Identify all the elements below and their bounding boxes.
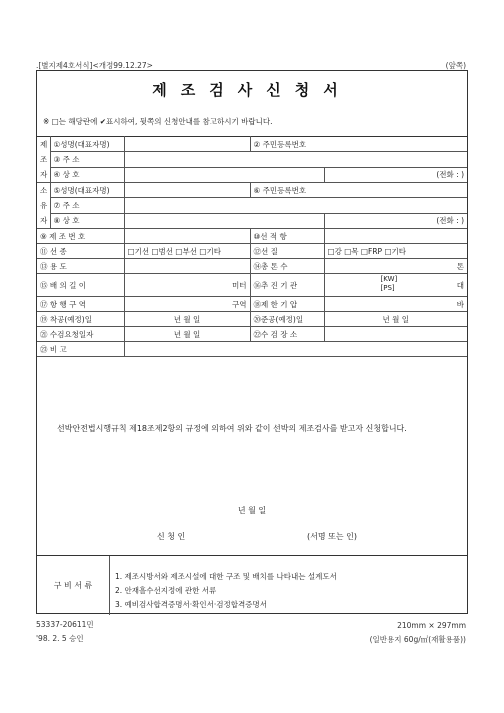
document-item: 3. 예비검사합격증명서·확인서·검정합격증명서 <box>115 600 267 609</box>
propulsion-field[interactable] <box>324 274 467 297</box>
form-header-left: .[별지제4호서식]<개정99.12.27> <box>36 61 153 70</box>
manufacturer-id-label[interactable]: ② 주민등록번호 <box>250 137 467 152</box>
start-date-label: ⑲ 착공(예정)일 <box>37 312 124 327</box>
purpose-label: ⑬ 용 도 <box>37 259 124 274</box>
paper-size: 210mm × 297mm <box>397 621 466 630</box>
manufacturer-name-label: ①성명(대표자명) <box>50 137 124 152</box>
navigation-area-unit[interactable]: 구역 <box>124 297 250 312</box>
gross-tonnage-label: ⑭총 톤 수 <box>250 259 324 274</box>
inspection-place-label: ㉒수 검 장 소 <box>250 327 324 342</box>
owner-trade-label: ⑧ 상 호 <box>50 213 124 228</box>
required-documents-list <box>115 570 337 612</box>
owner-section-label: 소 유 자 <box>37 183 50 229</box>
owner-address-label: ⑦ 주 소 <box>50 198 124 213</box>
owner-trade-field[interactable] <box>124 213 324 228</box>
form-table <box>37 136 467 357</box>
required-documents <box>37 555 467 615</box>
inspection-request-date-label: ㉑ 수검요청일자 <box>37 327 124 342</box>
approval-date: '98. 2. 5 승인 <box>36 634 84 643</box>
ship-type-options[interactable]: □기선 □범선 □부선 □기타 <box>124 244 250 259</box>
owner-id-label[interactable]: ⑥ 주민등록번호 <box>250 183 467 198</box>
manufacturer-phone-label[interactable]: (전화 : ) <box>324 167 467 182</box>
build-number-label: ⑨ 제 조 번 호 <box>37 229 124 244</box>
application-date[interactable]: 년 월 일 <box>237 506 267 515</box>
manufacturer-trade-label: ④ 상 호 <box>50 167 124 182</box>
form-title: 제조검사신청서 <box>152 81 352 99</box>
inspection-place-field[interactable] <box>324 327 467 342</box>
remarks-field[interactable] <box>124 342 467 357</box>
pressure-limit-label: ⑱제 한 기 압 <box>250 297 324 312</box>
form-note: ※ □는 해당란에 ✔표시하여, 뒷쪽의 신청안내를 참고하시기 바랍니다. <box>43 117 273 126</box>
form-header-right: (앞쪽) <box>445 61 466 70</box>
signature-label[interactable]: (서명 또는 인) <box>307 532 357 541</box>
inspection-request-date-field[interactable]: 년 월 일 <box>124 327 250 342</box>
start-date-field[interactable]: 년 월 일 <box>124 312 250 327</box>
applicant-label: 신 청 인 <box>157 532 186 541</box>
port-of-registry-field[interactable] <box>324 229 467 244</box>
completion-date-field[interactable]: 년 월 일 <box>324 312 467 327</box>
manufacturer-address-field[interactable] <box>124 152 467 167</box>
required-documents-label: 구 비 서 류 <box>37 556 110 615</box>
owner-name-field[interactable] <box>124 183 250 198</box>
owner-name-label: ⑤성명(대표자명) <box>50 183 124 198</box>
manufacturer-trade-field[interactable] <box>124 167 324 182</box>
owner-address-field[interactable] <box>124 198 467 213</box>
hull-material-label: ⑫선 질 <box>250 244 324 259</box>
port-of-registry-label: ⑩선 적 항 <box>250 229 324 244</box>
propulsion-count-unit: 대 <box>456 281 465 290</box>
pressure-limit-unit[interactable]: 바 <box>324 297 467 312</box>
manufacturer-address-label: ③ 주 소 <box>50 152 124 167</box>
completion-date-label: ⑳준공(예정)일 <box>250 312 324 327</box>
paper-spec: (일반용지 60g/㎡(재활용품)) <box>369 635 466 644</box>
build-number-field[interactable] <box>124 229 250 244</box>
document-item: 1. 제조시방서와 제조시설에 대한 구조 및 배치를 나타내는 설계도서 <box>115 572 337 581</box>
hull-material-options[interactable]: □강 □목 □FRP □기타 <box>324 244 467 259</box>
purpose-field[interactable] <box>124 259 250 274</box>
remarks-label: ㉓ 비 고 <box>37 342 124 357</box>
ship-type-label: ⑪ 선 종 <box>37 244 124 259</box>
propulsion-units: [KW] [PS] <box>380 275 398 292</box>
form-code: 53337-20611민 <box>36 620 94 629</box>
manufacturer-section-label: 제 조 자 <box>37 137 50 183</box>
navigation-area-label: ⑰ 항 행 구 역 <box>37 297 124 312</box>
ship-length-unit[interactable]: 미터 <box>124 274 250 297</box>
application-form <box>36 70 468 614</box>
gross-tonnage-unit[interactable]: 톤 <box>324 259 467 274</box>
manufacturer-name-field[interactable] <box>124 137 250 152</box>
document-item: 2. 안재흘수선지정에 관한 서류 <box>115 586 217 595</box>
ship-length-label: ⑮ 배 의 길 이 <box>37 274 124 297</box>
application-statement: 선박안전법시행규칙 제18조제2항의 규정에 의하여 위와 같이 선박의 제조검사를 받고자 신청합니다. <box>57 424 407 433</box>
propulsion-label: ⑯추 진 기 관 <box>250 274 324 297</box>
owner-phone-label[interactable]: (전화 : ) <box>324 213 467 228</box>
